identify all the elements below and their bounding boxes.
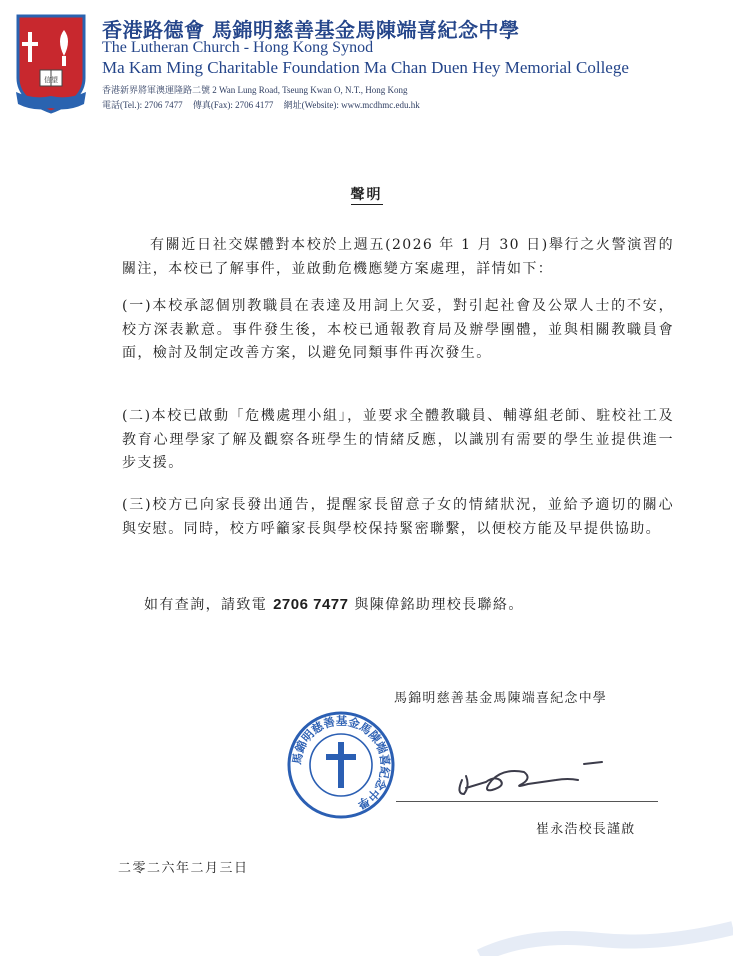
- school-address: 香港新界將軍澳運隆路二號 2 Wan Lung Road, Tseung Kwan O, N.T., Hong Kong: [102, 85, 408, 95]
- telephone: 電話(Tel.): 2706 7477: [102, 100, 183, 110]
- fax: 傳真(Fax): 2706 4177: [192, 100, 274, 110]
- seal-text-path: 馬錦明慈善基金馬陳端喜紀念中學: [289, 713, 393, 812]
- crest-lettering: 信望: [44, 76, 58, 84]
- signature-line: [396, 801, 658, 802]
- faint-watermark: [470, 918, 733, 956]
- principal-name: 崔永浩校長謹啟: [536, 822, 636, 837]
- school-name-chinese: 香港路德會 馬錦明慈善基金馬陳端喜紀念中學: [102, 18, 520, 42]
- website: 網址(Website): www.mcdhmc.edu.hk: [283, 100, 420, 110]
- contact-phone: 2706 7477: [273, 596, 349, 613]
- school-crest-logo: [14, 12, 88, 116]
- letter-date: 二零二六年二月三日: [118, 861, 249, 876]
- contact-text-before: 如有查詢，請致電: [144, 597, 274, 613]
- school-name-english: Ma Kam Ming Charitable Foundation Ma Chan Duen Hey Memorial College: [102, 58, 629, 77]
- contact-paragraph: [122, 593, 674, 618]
- principal-signature: [452, 750, 627, 805]
- school-seal: [286, 710, 396, 820]
- contact-text-after: 與陳偉銘助理校長聯絡。: [348, 597, 524, 613]
- statement-title: [0, 184, 733, 204]
- item-1-paragraph: (一)本校承認個別教職員在表達及用詞上欠妥，對引起社會及公眾人士的不安，校方深表歉意。事件發生後，本校已通報教育局及辦學團體，並與相關教職員會面，檢討及制定改善方案，以避免同類事件再次發生。: [122, 298, 674, 361]
- church-name-english: The Lutheran Church - Hong Kong Synod: [102, 39, 374, 56]
- signing-school: 馬錦明慈善基金馬陳端喜紀念中學: [394, 691, 608, 706]
- statement-title-text: 聲明: [350, 187, 383, 203]
- item-3-paragraph: (三)校方已向家長發出通告，提醒家長留意子女的情緒狀況，並給予適切的關心與安慰。同時，校方呼籲家長與學校保持緊密聯繫，以便校方能及早提供協助。: [122, 497, 674, 537]
- item-2-paragraph: (二)本校已啟動「危機處理小組」，並要求全體教職員、輔導組老師、駐校社工及教育心理學家了解及觀察各班學生的情緒反應，以識別有需要的學生並提供進一步支援。: [122, 408, 674, 471]
- contact-line: [102, 98, 420, 111]
- intro-paragraph: 有關近日社交媒體對本校於上週五(2026 年 1 月 30 日)舉行之火警演習的關注，本校已了解事件，並啟動危機應變方案處理，詳情如下：: [122, 237, 674, 277]
